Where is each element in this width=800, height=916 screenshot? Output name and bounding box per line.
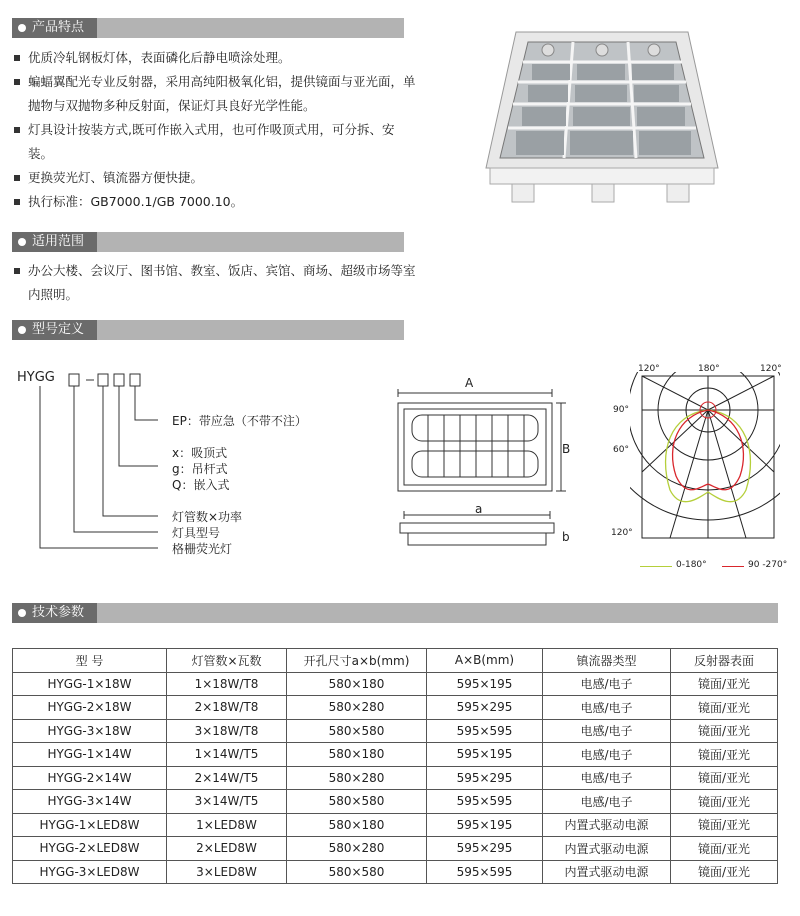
- col-header: 开孔尺寸a×b(mm): [287, 649, 427, 673]
- table-row: [13, 696, 778, 720]
- feature-item: 更换荧光灯、镇流器方便快捷。: [12, 166, 417, 190]
- spec-table: [12, 648, 778, 884]
- model-prefix: HYGG: [17, 370, 55, 385]
- product-photo: [482, 28, 722, 208]
- table-cell: 595×295: [427, 837, 543, 861]
- feature-list: [12, 46, 417, 214]
- table-cell: HYGG-3×LED8W: [13, 860, 167, 884]
- dim-A-label: A: [465, 376, 474, 390]
- section-title: 技术参数: [32, 605, 85, 620]
- polar-tick-90: 90°: [613, 405, 629, 415]
- table-cell: 595×595: [427, 860, 543, 884]
- table-cell: HYGG-3×18W: [13, 719, 167, 743]
- feature-item: 优质冷轧钢板灯体，表面磷化后静电喷涂处理。: [12, 46, 417, 70]
- table-cell: HYGG-1×18W: [13, 672, 167, 696]
- bullet-dot-icon: [18, 238, 26, 246]
- table-cell: 595×295: [427, 696, 543, 720]
- table-cell: 内置式驱动电源: [543, 813, 671, 837]
- section-title: 型号定义: [32, 322, 85, 337]
- table-cell: 580×580: [287, 790, 427, 814]
- section-scope-header: [12, 232, 404, 252]
- polar-tick-60: 60°: [613, 445, 629, 455]
- scope-item: 办公大楼、会议厅、图书馆、教室、饭店、宾馆、商场、超级市场等室内照明。: [12, 259, 417, 307]
- table-row: [13, 766, 778, 790]
- table-cell: 1×LED8W: [167, 813, 287, 837]
- polar-legend-2: 90 -270°: [748, 560, 788, 570]
- col-header: 灯管数×瓦数: [167, 649, 287, 673]
- table-cell: 580×180: [287, 743, 427, 767]
- polar-tick-120-bottom: 120°: [611, 528, 633, 538]
- col-header: 镇流器类型: [543, 649, 671, 673]
- table-cell: 电感/电子: [543, 766, 671, 790]
- bullet-dot-icon: [18, 326, 26, 334]
- table-cell: 580×280: [287, 766, 427, 790]
- model-name-label: 格栅荧光灯: [172, 542, 233, 556]
- table-row: [13, 813, 778, 837]
- table-cell: 595×195: [427, 672, 543, 696]
- model-tree-diagram: [0, 370, 180, 560]
- polar-distribution-chart: [630, 372, 780, 542]
- table-cell: 镜面/亚光: [671, 813, 778, 837]
- table-cell: 580×180: [287, 813, 427, 837]
- table-cell: 595×195: [427, 743, 543, 767]
- table-cell: 3×LED8W: [167, 860, 287, 884]
- table-cell: 595×595: [427, 719, 543, 743]
- dim-b-label: b: [562, 530, 570, 544]
- section-title: 适用范围: [32, 234, 85, 249]
- table-cell: 2×18W/T8: [167, 696, 287, 720]
- model-q-label: Q：嵌入式: [172, 478, 230, 492]
- model-ep-label: EP：带应急（不带不注）: [172, 414, 307, 428]
- table-cell: 580×180: [287, 672, 427, 696]
- polar-tick-120-left: 120°: [638, 364, 660, 374]
- bullet-dot-icon: [18, 609, 26, 617]
- table-cell: 内置式驱动电源: [543, 837, 671, 861]
- table-cell: 电感/电子: [543, 743, 671, 767]
- feature-item: 执行标准：GB7000.1/GB 7000.10。: [12, 190, 417, 214]
- section-params-header: [12, 603, 778, 623]
- feature-item: 灯具设计按装方式,既可作嵌入式用，也可作吸顶式用，可分拆、安装。: [12, 118, 417, 166]
- table-cell: 3×18W/T8: [167, 719, 287, 743]
- polar-legend-1: 0-180°: [676, 560, 707, 570]
- table-cell: 镜面/亚光: [671, 672, 778, 696]
- section-model-header: [12, 320, 404, 340]
- table-row: [13, 837, 778, 861]
- table-cell: HYGG-3×14W: [13, 790, 167, 814]
- table-cell: 580×580: [287, 719, 427, 743]
- table-cell: 镜面/亚光: [671, 743, 778, 767]
- table-cell: 580×280: [287, 837, 427, 861]
- table-cell: HYGG-1×14W: [13, 743, 167, 767]
- table-cell: 595×295: [427, 766, 543, 790]
- col-header: 反射器表面: [671, 649, 778, 673]
- table-cell: 镜面/亚光: [671, 860, 778, 884]
- model-x-label: x：吸顶式: [172, 446, 228, 460]
- table-cell: 镜面/亚光: [671, 766, 778, 790]
- table-cell: 1×14W/T5: [167, 743, 287, 767]
- table-cell: 580×280: [287, 696, 427, 720]
- table-cell: 595×595: [427, 790, 543, 814]
- table-cell: 电感/电子: [543, 719, 671, 743]
- table-cell: HYGG-2×14W: [13, 766, 167, 790]
- col-header: 型 号: [13, 649, 167, 673]
- table-cell: 电感/电子: [543, 790, 671, 814]
- table-cell: 2×LED8W: [167, 837, 287, 861]
- table-row: [13, 743, 778, 767]
- bullet-dot-icon: [18, 24, 26, 32]
- table-cell: 3×14W/T5: [167, 790, 287, 814]
- table-cell: HYGG-2×18W: [13, 696, 167, 720]
- table-cell: 镜面/亚光: [671, 790, 778, 814]
- table-row: [13, 790, 778, 814]
- polar-tick-180: 180°: [698, 364, 720, 374]
- table-row: [13, 719, 778, 743]
- table-cell: 580×580: [287, 860, 427, 884]
- polar-legend-swatch-2: [722, 566, 744, 567]
- table-cell: 电感/电子: [543, 696, 671, 720]
- table-cell: 1×18W/T8: [167, 672, 287, 696]
- section-features-header: [12, 18, 404, 38]
- table-cell: HYGG-1×LED8W: [13, 813, 167, 837]
- table-cell: HYGG-2×LED8W: [13, 837, 167, 861]
- table-cell: 电感/电子: [543, 672, 671, 696]
- dimension-drawing: [390, 385, 575, 555]
- table-cell: 镜面/亚光: [671, 696, 778, 720]
- table-row: [13, 860, 778, 884]
- section-title: 产品特点: [32, 20, 85, 35]
- dim-B-label: B: [562, 442, 571, 456]
- model-tubes-label: 灯管数×功率: [172, 510, 243, 524]
- feature-item: 蝙蝠翼配光专业反射器，采用高纯阳极氧化铝，提供镜面与亚光面，单抛物与双抛物多种反射面，保证灯具良好光学性能。: [12, 70, 417, 118]
- table-cell: 595×195: [427, 813, 543, 837]
- col-header: A×B(mm): [427, 649, 543, 673]
- scope-list: [12, 259, 417, 307]
- polar-tick-120-right: 120°: [760, 364, 782, 374]
- polar-legend-swatch-1: [640, 566, 672, 567]
- model-g-label: g：吊杆式: [172, 462, 228, 476]
- table-cell: 镜面/亚光: [671, 837, 778, 861]
- table-cell: 内置式驱动电源: [543, 860, 671, 884]
- table-cell: 2×14W/T5: [167, 766, 287, 790]
- model-type-label: 灯具型号: [172, 526, 221, 540]
- dim-a-label: a: [475, 502, 483, 516]
- table-header-row: [13, 649, 778, 673]
- table-row: [13, 672, 778, 696]
- table-cell: 镜面/亚光: [671, 719, 778, 743]
